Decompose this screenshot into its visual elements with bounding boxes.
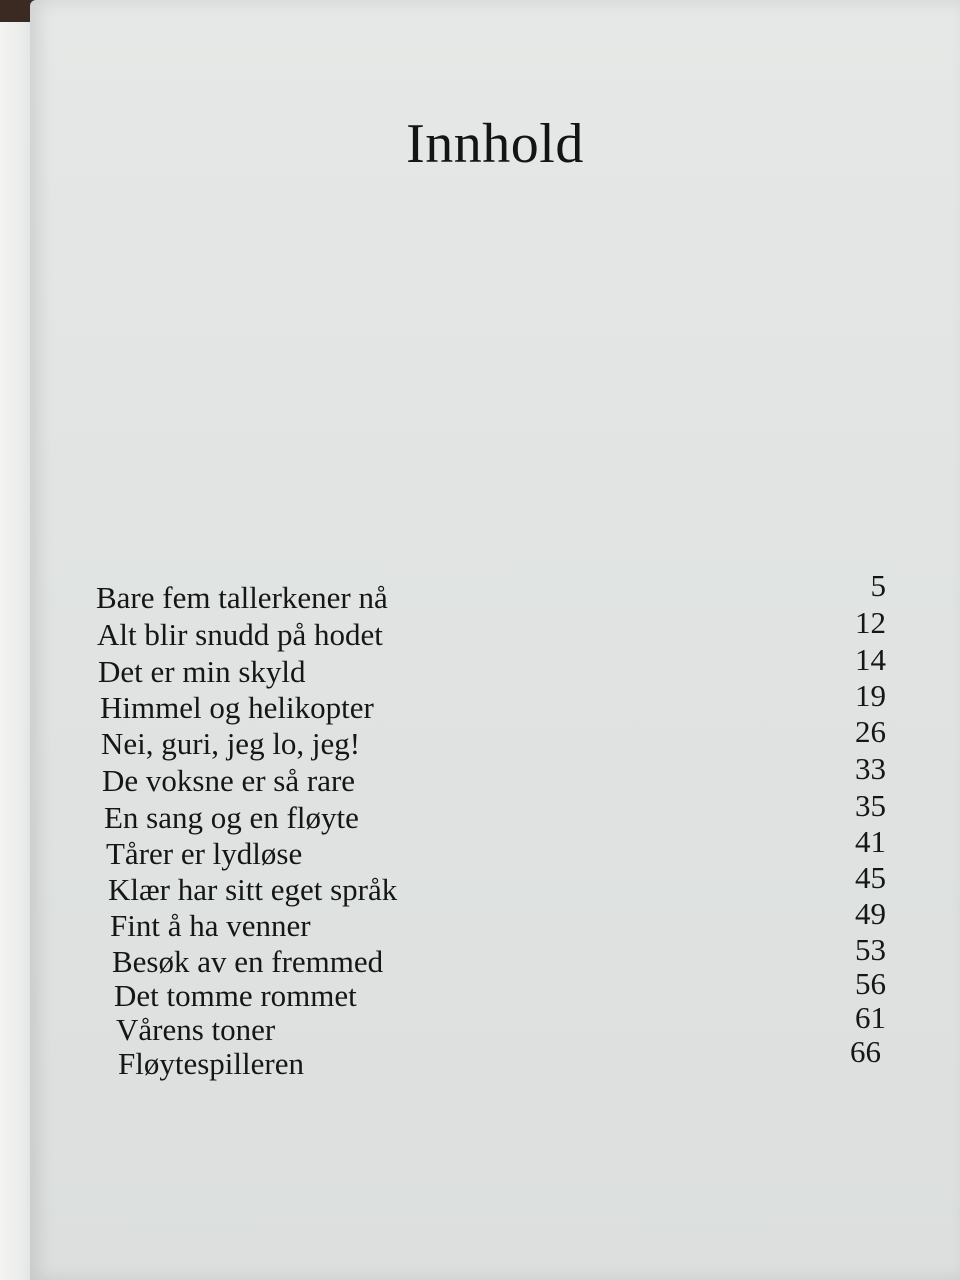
toc-entry-title: Besøk av en fremmed — [112, 944, 384, 979]
toc-entry-page: 19 — [855, 678, 886, 713]
book-page — [30, 0, 960, 1280]
toc-entry-title: De voksne er så rare — [102, 763, 356, 798]
toc-entry — [102, 751, 886, 799]
table-of-contents — [30, 568, 960, 1100]
toc-entry-title: Himmel og helikopter — [100, 690, 374, 725]
toc-entry-title: Klær har sitt eget språk — [108, 872, 398, 907]
toc-entry-page: 35 — [855, 788, 886, 823]
toc-entry-page: 33 — [855, 751, 886, 786]
toc-entry-title: Det er min skyld — [98, 654, 306, 689]
toc-entry — [97, 605, 886, 653]
toc-entry-page: 61 — [855, 1000, 886, 1035]
toc-entry-title: Fløytespilleren — [118, 1046, 304, 1081]
toc-entry — [96, 568, 886, 616]
toc-entry — [108, 860, 886, 908]
toc-entry-page: 66 — [850, 1034, 881, 1069]
toc-entry — [100, 678, 886, 726]
toc-entry-page: 26 — [855, 714, 886, 749]
toc-entry-page: 53 — [855, 932, 886, 967]
toc-entry-title: En sang og en fløyte — [104, 800, 359, 835]
toc-entry — [112, 932, 886, 980]
toc-entry — [98, 642, 886, 690]
toc-entry — [101, 714, 886, 762]
toc-entry — [110, 896, 886, 944]
toc-entry-title: Alt blir snudd på hodet — [97, 617, 383, 652]
toc-entry-title: Det tomme rommet — [114, 978, 357, 1013]
page-title: Innhold — [406, 113, 584, 175]
toc-entry — [104, 788, 886, 836]
toc-entry-page: 5 — [870, 568, 886, 603]
toc-entry — [116, 1000, 886, 1048]
toc-entry-page: 45 — [855, 860, 886, 895]
toc-entry-title: Bare fem tallerkener nå — [96, 580, 388, 615]
toc-entry-page: 12 — [855, 605, 886, 640]
toc-entry-page: 49 — [855, 896, 886, 931]
toc-entry — [114, 966, 886, 1014]
toc-entry — [118, 1034, 881, 1082]
toc-entry — [106, 824, 886, 872]
toc-entry-page: 56 — [855, 966, 886, 1001]
toc-entry-title: Vårens toner — [116, 1012, 276, 1047]
toc-entry-title: Fint å ha venner — [110, 908, 311, 943]
toc-entry-title: Nei, guri, jeg lo, jeg! — [101, 726, 361, 761]
toc-entry-page: 41 — [855, 824, 886, 859]
toc-entry-title: Tårer er lydløse — [106, 836, 303, 871]
toc-entry-page: 14 — [855, 642, 886, 677]
